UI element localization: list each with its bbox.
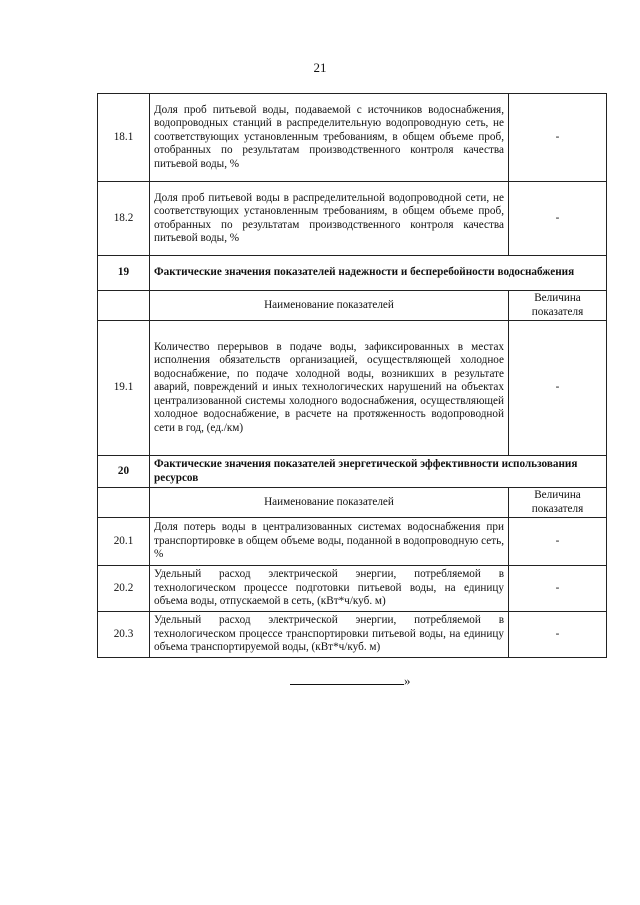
row-description: Доля проб питьевой воды, подаваемой с источников водоснабжения, водопроводных станций в распределительную водопроводную сеть, не соответствующих установленным требованиям, в общем объеме проб, отобранных по результатам производственного контроля качества питьевой воды, % xyxy=(150,94,509,182)
row-number: 20.1 xyxy=(98,518,150,566)
column-header-value: Величина показателя xyxy=(509,291,607,321)
row-number: 20.3 xyxy=(98,612,150,658)
row-description: Удельный расход электрической энергии, потребляемой в технологическом процессе подготовки питьевой воды, на единицу объема воды, отпускаемой в сеть, (кВт*ч/куб. м) xyxy=(150,566,509,612)
row-number: 20.2 xyxy=(98,566,150,612)
section-number: 19 xyxy=(98,256,150,291)
row-number: 19.1 xyxy=(98,321,150,456)
row-value: - xyxy=(509,612,607,658)
indicators-table xyxy=(97,93,607,658)
column-header-row xyxy=(98,291,607,321)
row-description: Удельный расход электрической энергии, потребляемой в технологическом процессе транспортировки питьевой воды, на единицу объема транспортируемой воды, (кВт*ч/куб. м) xyxy=(150,612,509,658)
row-description: Доля потерь воды в централизованных системах водоснабжения при транспортировке в общем объеме воды, поданной в водопроводную сеть, % xyxy=(150,518,509,566)
closing-mark xyxy=(290,673,411,689)
row-value: - xyxy=(509,566,607,612)
row-number: 18.2 xyxy=(98,182,150,256)
empty-cell xyxy=(98,488,150,518)
table-row xyxy=(98,612,607,658)
section-title: Фактические значения показателей энергетической эффективности использования ресурсов xyxy=(150,456,607,488)
section-header xyxy=(98,256,607,291)
table-row xyxy=(98,566,607,612)
row-number: 18.1 xyxy=(98,94,150,182)
column-header-name: Наименование показателей xyxy=(150,488,509,518)
section-number: 20 xyxy=(98,456,150,488)
table-row xyxy=(98,182,607,256)
row-description: Доля проб питьевой воды в распределительной водопроводной сети, не соответствующих установленным требованиям, в общем объеме проб, отобранных по результатам производственного контроля качества питьевой воды, % xyxy=(150,182,509,256)
row-description: Количество перерывов в подаче воды, зафиксированных в местах исполнения обязательств организацией, осуществляющей холодное водоснабжение, по подаче холодной воды, возникших в результате аварий, повреждений и иных технологических нарушений на объектах централизованной системы холодного водоснабжения, осуществляющей холодное водоснабжение, в расчете на протяженность водопроводной сети в год, (ед./км) xyxy=(150,321,509,456)
column-header-value: Величина показателя xyxy=(509,488,607,518)
empty-cell xyxy=(98,291,150,321)
column-header-row xyxy=(98,488,607,518)
row-value: - xyxy=(509,94,607,182)
table-row xyxy=(98,321,607,456)
table-row xyxy=(98,518,607,566)
row-value: - xyxy=(509,518,607,566)
table-row xyxy=(98,94,607,182)
section-title: Фактические значения показателей надежности и бесперебойности водоснабжения xyxy=(150,256,607,291)
column-header-name: Наименование показателей xyxy=(150,291,509,321)
page-number: 21 xyxy=(313,60,327,75)
closing-quote: » xyxy=(404,673,411,688)
row-value: - xyxy=(509,321,607,456)
closing-underline xyxy=(290,674,404,685)
row-value: - xyxy=(509,182,607,256)
section-header xyxy=(98,456,607,488)
